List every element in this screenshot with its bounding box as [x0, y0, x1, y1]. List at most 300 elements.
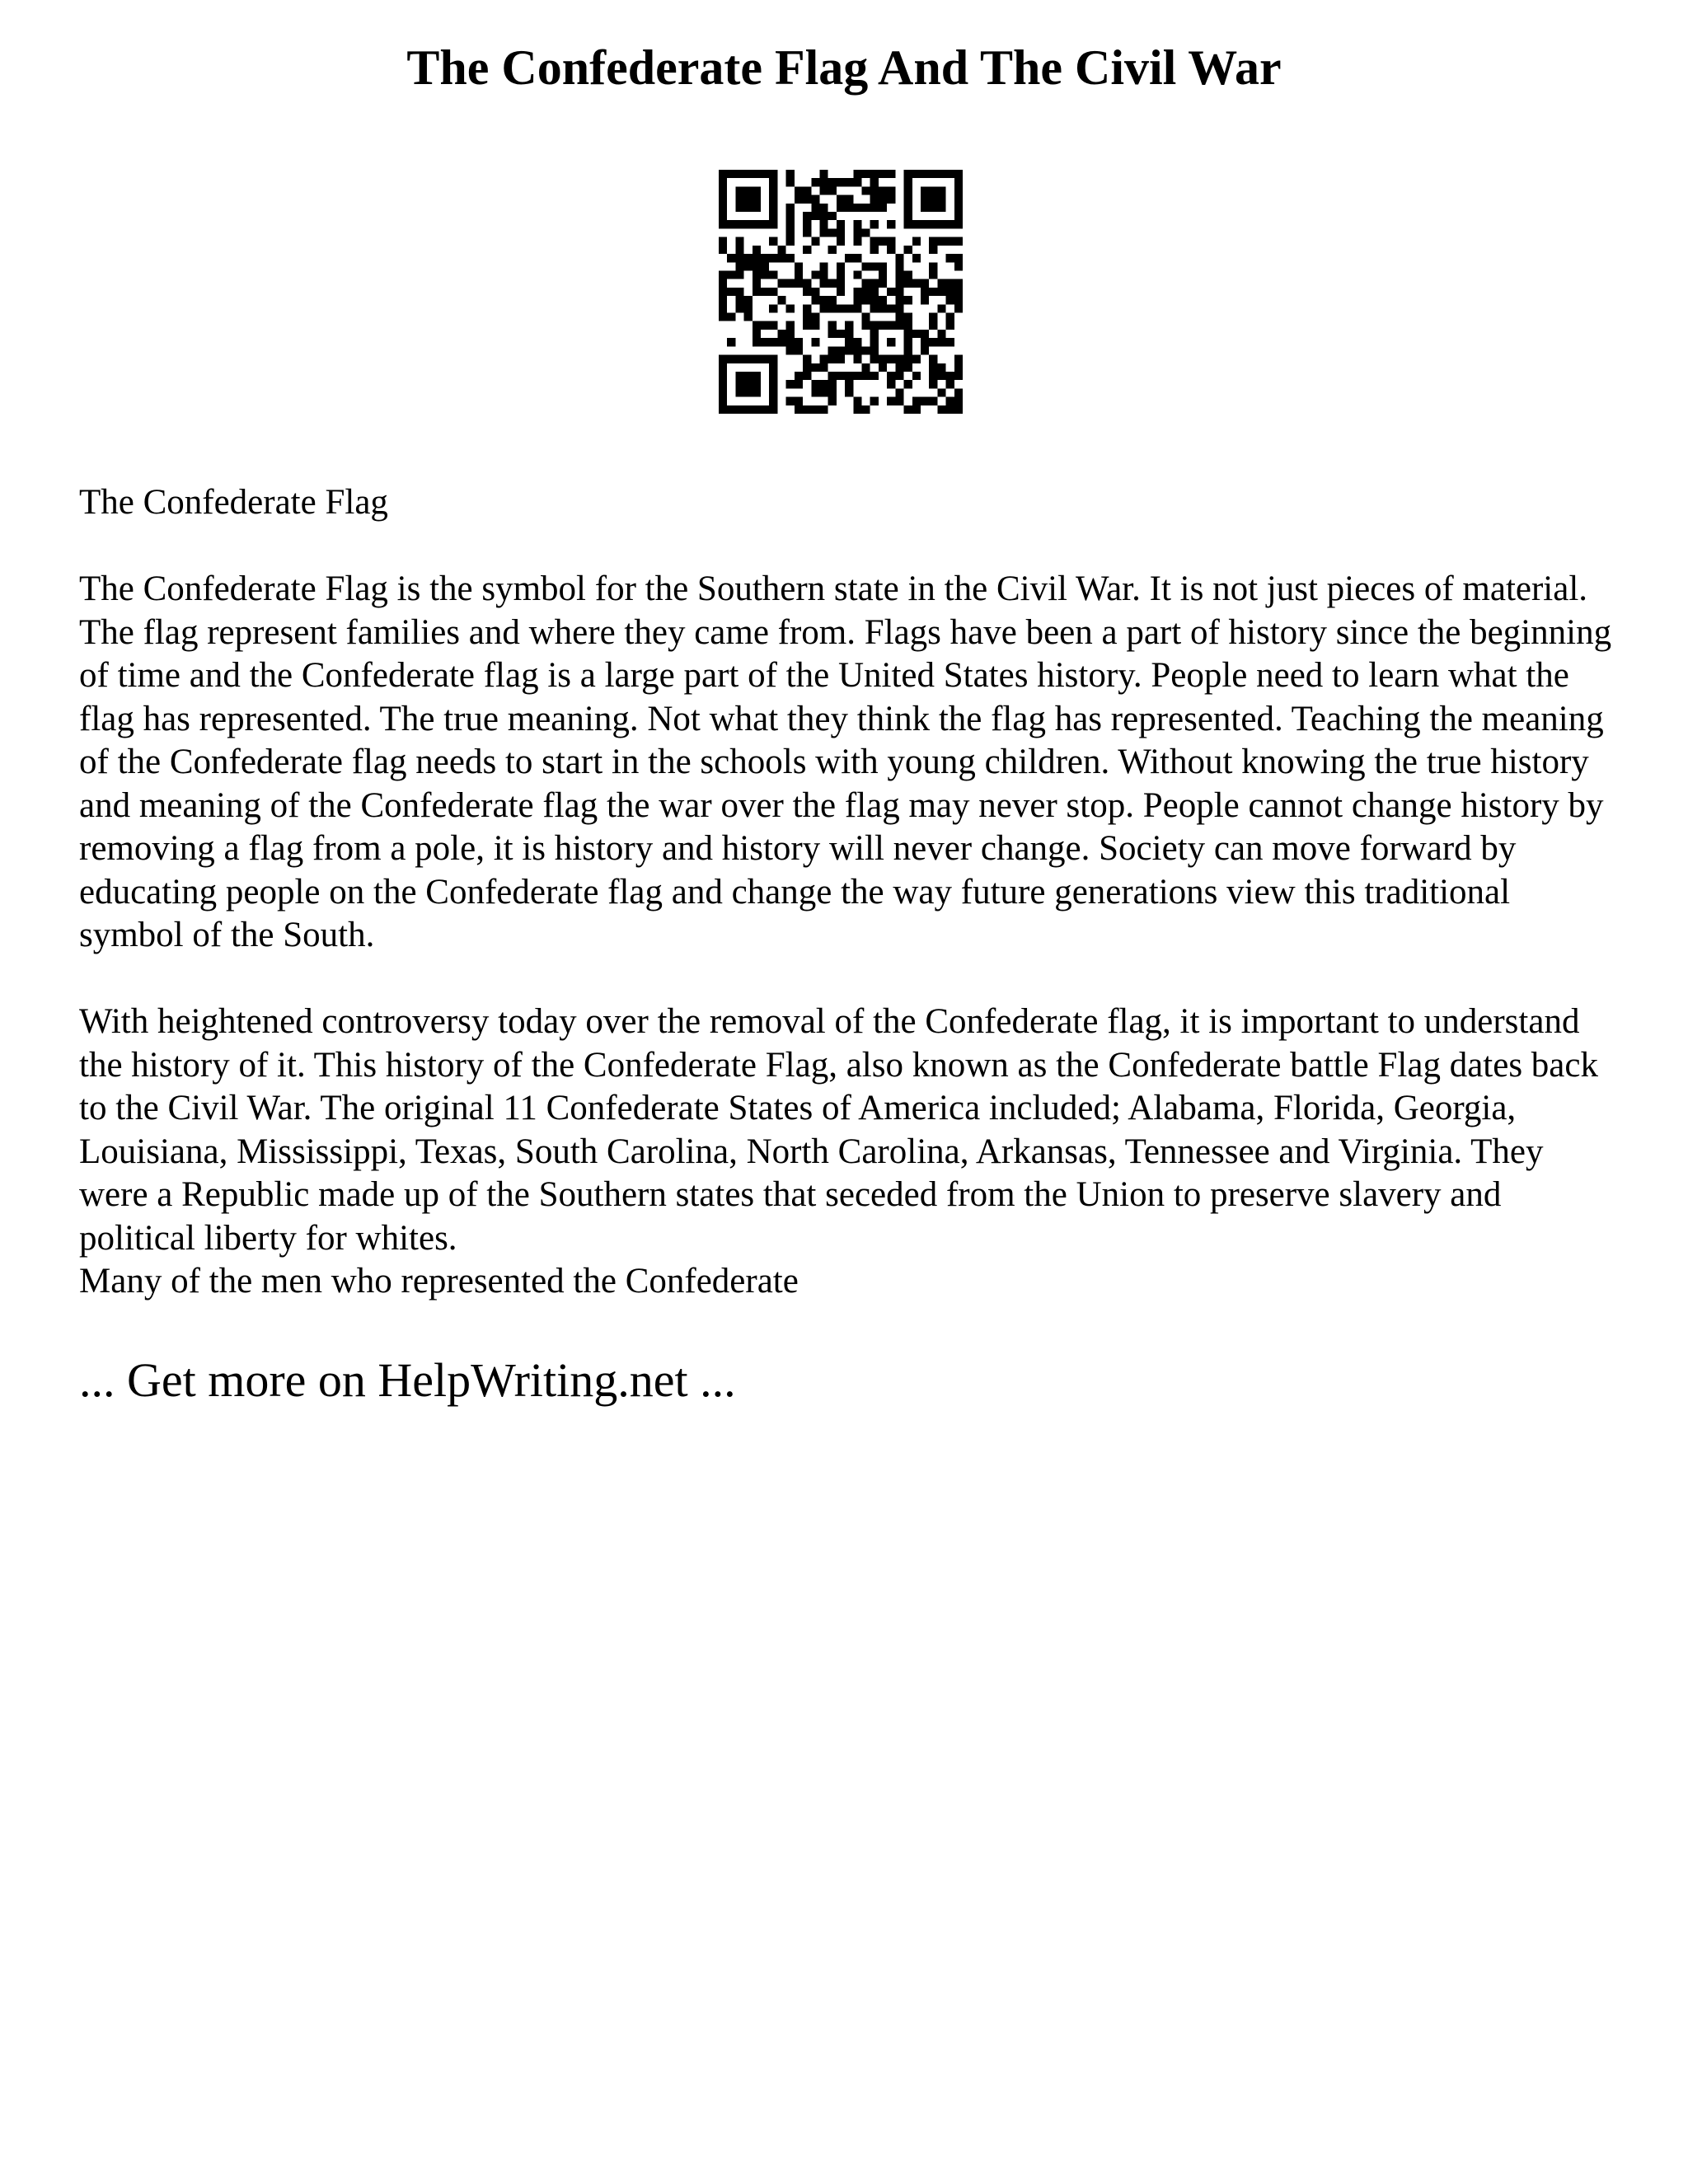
qr-module [828, 355, 837, 363]
qr-module [929, 195, 937, 204]
get-more-link[interactable]: ... Get more on HelpWriting.net ... [79, 1353, 736, 1407]
qr-module [929, 321, 937, 330]
qr-module [904, 346, 912, 354]
qr-module [853, 170, 861, 178]
qr-module [819, 228, 828, 237]
qr-module [811, 296, 819, 304]
qr-module [853, 228, 861, 237]
qr-module [895, 397, 903, 405]
qr-module [727, 220, 735, 228]
qr-module [803, 355, 811, 363]
qr-module [929, 270, 937, 279]
qr-module [853, 338, 861, 346]
qr-module [929, 363, 937, 372]
qr-module [904, 246, 912, 254]
qr-module [887, 288, 895, 296]
qr-module [887, 397, 895, 405]
qr-module [735, 388, 743, 396]
qr-module [845, 346, 853, 354]
qr-module [862, 170, 870, 178]
qr-module [895, 262, 903, 270]
qr-module [753, 388, 761, 396]
qr-module [845, 380, 853, 388]
qr-module [769, 204, 777, 212]
qr-module [954, 220, 963, 228]
qr-module [795, 270, 803, 279]
qr-module [879, 170, 887, 178]
qr-module [735, 304, 743, 312]
qr-module [786, 346, 795, 354]
qr-module [744, 304, 753, 312]
qr-module [921, 346, 929, 354]
qr-module [744, 262, 753, 270]
qr-module [887, 304, 895, 312]
qr-module [753, 279, 761, 288]
qr-module [870, 296, 879, 304]
qr-module [904, 355, 912, 363]
qr-module [912, 405, 921, 414]
qr-module [803, 288, 811, 296]
paragraph-3: Many of the men who represented the Confederate [79, 1262, 799, 1301]
qr-module [887, 338, 895, 346]
qr-module [761, 170, 769, 178]
qr-module [727, 313, 735, 321]
qr-module [828, 228, 837, 237]
qr-module [946, 321, 954, 330]
qr-module [761, 288, 769, 296]
document-body [79, 481, 1612, 1304]
qr-module [954, 388, 963, 396]
qr-module [769, 270, 777, 279]
qr-module [735, 405, 743, 414]
qr-module [895, 313, 903, 321]
qr-module [744, 195, 753, 204]
qr-module [719, 246, 727, 254]
qr-module [853, 355, 861, 363]
qr-module [904, 186, 912, 194]
qr-module [837, 237, 845, 246]
qr-module [929, 338, 937, 346]
qr-module [954, 212, 963, 220]
qr-module [786, 254, 795, 262]
qr-module [819, 405, 828, 414]
qr-module [769, 237, 777, 246]
qr-module [879, 279, 887, 288]
qr-module [895, 270, 903, 279]
qr-module [862, 279, 870, 288]
qr-module [929, 186, 937, 194]
qr-module [744, 355, 753, 363]
qr-module [753, 288, 761, 296]
qr-module [895, 321, 903, 330]
qr-module [929, 288, 937, 296]
qr-module [853, 372, 861, 380]
qr-module [954, 254, 963, 262]
qr-module [837, 279, 845, 288]
qr-module [811, 313, 819, 321]
qr-module [719, 355, 727, 363]
qr-module [904, 296, 912, 304]
paragraph-2: With heightened controversy today over the removal of the Confederate flag, it is important to understand the history of it. This history of the Confederate Flag, also known as the Confederate battle Flag dates back to the Civil War. The original 11 Confederate States of America included; Alabama, Florida, Georgia, Louisiana, Mississippi, Texas, South Carolina, North Carolina, Arkansas, Tennessee and Virginia. They were a Republic made up of the Southern states that seceded from the Union to preserve slavery and political liberty for whites. [79, 1002, 1598, 1258]
qr-module [811, 237, 819, 246]
qr-module [828, 279, 837, 288]
qr-module [853, 220, 861, 228]
qr-module [753, 380, 761, 388]
qr-module [753, 195, 761, 204]
qr-module [735, 270, 743, 279]
qr-module [769, 288, 777, 296]
qr-module [786, 212, 795, 220]
qr-module [811, 380, 819, 388]
qr-module [862, 204, 870, 212]
qr-module [769, 355, 777, 363]
qr-module [870, 321, 879, 330]
qr-module [795, 346, 803, 354]
qr-module [887, 321, 895, 330]
qr-module [727, 338, 735, 346]
qr-module [946, 296, 954, 304]
qr-code-icon[interactable] [719, 170, 963, 414]
qr-module [870, 186, 879, 194]
qr-module [837, 372, 845, 380]
qr-module [719, 296, 727, 304]
paragraph-1: The Confederate Flag is the symbol for the Southern state in the Civil War. It is not just pieces of material. The flag represent families and where they came from. Flags have been a part of history since the beginning of time and the Confederate flag is a large part of the United States history. People need to learn what the flag has represented. The true meaning. Not what they think the flag has represented. Teaching the meaning of the Confederate flag needs to start in the schools with young children. Without knowing the true history and meaning of the Confederate flag the war over the flag may never stop. People cannot change history by removing a flag from a pole, it is history and history will never change. Society can move forward by educating people on the Confederate flag and change the way future generations view this traditional symbol of the South. [79, 569, 1612, 954]
qr-module [811, 212, 819, 220]
qr-module [753, 355, 761, 363]
qr-module [719, 170, 727, 178]
qr-module [744, 220, 753, 228]
qr-module [828, 321, 837, 330]
qr-module [786, 228, 795, 237]
qr-module [828, 186, 837, 194]
qr-module [937, 330, 945, 338]
qr-module [853, 254, 861, 262]
qr-module [744, 380, 753, 388]
qr-module [735, 220, 743, 228]
qr-module [828, 246, 837, 254]
qr-module [769, 220, 777, 228]
qr-module [921, 279, 929, 288]
qr-module [887, 355, 895, 363]
qr-module [862, 288, 870, 296]
qr-module [895, 288, 903, 296]
qr-module [954, 279, 963, 288]
qr-module [837, 288, 845, 296]
qr-module [887, 186, 895, 194]
qr-module [853, 304, 861, 312]
qr-module [819, 220, 828, 228]
qr-module [912, 355, 921, 363]
qr-module [786, 338, 795, 346]
qr-module [795, 279, 803, 288]
qr-module [879, 204, 887, 212]
qr-module [795, 186, 803, 194]
qr-module [761, 321, 769, 330]
qr-module [870, 204, 879, 212]
qr-module [904, 212, 912, 220]
qr-module [895, 304, 903, 312]
qr-module [744, 388, 753, 396]
qr-module [862, 228, 870, 237]
qr-module [753, 220, 761, 228]
qr-module [870, 338, 879, 346]
qr-module [946, 313, 954, 321]
qr-module [929, 204, 937, 212]
qr-module [937, 405, 945, 414]
qr-module [954, 405, 963, 414]
qr-module [845, 204, 853, 212]
qr-module [870, 372, 879, 380]
qr-module [811, 363, 819, 372]
qr-module [887, 195, 895, 204]
qr-module [819, 355, 828, 363]
qr-module [795, 397, 803, 405]
qr-module [769, 397, 777, 405]
qr-module [845, 304, 853, 312]
qr-module [912, 237, 921, 246]
qr-module [753, 204, 761, 212]
qr-module [912, 220, 921, 228]
qr-module [761, 220, 769, 228]
qr-module [727, 288, 735, 296]
qr-module [845, 330, 853, 338]
qr-module [769, 254, 777, 262]
qr-module [769, 380, 777, 388]
qr-module [795, 262, 803, 270]
qr-module [719, 204, 727, 212]
qr-module [719, 304, 727, 312]
qr-module [946, 279, 954, 288]
qr-module [912, 330, 921, 338]
qr-module [803, 304, 811, 312]
qr-module [887, 220, 895, 228]
qr-module [735, 355, 743, 363]
qr-module [853, 204, 861, 212]
qr-module [753, 270, 761, 279]
paragraph-spacer [79, 525, 1612, 569]
qr-module [921, 338, 929, 346]
qr-module [803, 195, 811, 204]
qr-module [761, 270, 769, 279]
qr-module [946, 170, 954, 178]
qr-module [862, 372, 870, 380]
qr-module [895, 372, 903, 380]
qr-module [828, 296, 837, 304]
qr-module [769, 178, 777, 186]
qr-module [735, 195, 743, 204]
qr-module [921, 204, 929, 212]
qr-module [887, 380, 895, 388]
qr-module [887, 372, 895, 380]
qr-module [828, 397, 837, 405]
qr-module [870, 195, 879, 204]
qr-module [828, 304, 837, 312]
qr-module [887, 237, 895, 246]
qr-module [879, 321, 887, 330]
qr-module [786, 321, 795, 330]
qr-module [937, 220, 945, 228]
qr-module [904, 338, 912, 346]
qr-module [819, 363, 828, 372]
qr-module [929, 262, 937, 270]
qr-module [719, 372, 727, 380]
qr-module [769, 405, 777, 414]
qr-module [828, 372, 837, 380]
qr-module [761, 355, 769, 363]
qr-module [753, 170, 761, 178]
qr-module [946, 288, 954, 296]
qr-module [853, 405, 861, 414]
qr-module [727, 405, 735, 414]
qr-module [862, 363, 870, 372]
qr-module [811, 270, 819, 279]
qr-module [879, 270, 887, 279]
qr-module [853, 296, 861, 304]
qr-module [954, 186, 963, 194]
qr-module [837, 304, 845, 312]
qr-module [870, 279, 879, 288]
qr-module [837, 204, 845, 212]
qr-module [769, 372, 777, 380]
qr-module [837, 178, 845, 186]
qr-module [769, 186, 777, 194]
qr-module [904, 279, 912, 288]
qr-module [761, 338, 769, 346]
qr-module [719, 288, 727, 296]
qr-module [819, 186, 828, 194]
qr-module [837, 346, 845, 354]
qr-module [879, 195, 887, 204]
qr-module [954, 195, 963, 204]
qr-module [744, 405, 753, 414]
qr-module [954, 397, 963, 405]
qr-module [786, 330, 795, 338]
qr-module [837, 262, 845, 270]
qr-module [769, 170, 777, 178]
qr-module [744, 170, 753, 178]
qr-module [753, 246, 761, 254]
qr-module [921, 170, 929, 178]
qr-module [954, 296, 963, 304]
qr-module [753, 372, 761, 380]
qr-module [954, 304, 963, 312]
qr-module [727, 170, 735, 178]
qr-module [828, 178, 837, 186]
qr-module [719, 178, 727, 186]
qr-module [786, 237, 795, 246]
qr-module [904, 405, 912, 414]
qr-module [954, 262, 963, 270]
qr-module [921, 296, 929, 304]
section-heading: The Confederate Flag [79, 483, 388, 522]
qr-module [895, 363, 903, 372]
qr-module [954, 363, 963, 372]
qr-module [769, 304, 777, 312]
qr-module [744, 186, 753, 194]
qr-module [769, 363, 777, 372]
qr-module [769, 388, 777, 396]
qr-module [845, 372, 853, 380]
qr-module [904, 170, 912, 178]
qr-module [719, 279, 727, 288]
qr-module [837, 270, 845, 279]
qr-module [777, 338, 785, 346]
qr-module [786, 220, 795, 228]
qr-module [719, 313, 727, 321]
qr-module [862, 346, 870, 354]
qr-module [735, 170, 743, 178]
qr-module [786, 204, 795, 212]
qr-module [853, 178, 861, 186]
qr-module [870, 330, 879, 338]
qr-module [719, 195, 727, 204]
qr-module [921, 220, 929, 228]
qr-module [803, 372, 811, 380]
qr-module [828, 346, 837, 354]
qr-module [811, 178, 819, 186]
qr-module [937, 186, 945, 194]
qr-module [744, 372, 753, 380]
qr-module [845, 195, 853, 204]
qr-module [795, 405, 803, 414]
qr-module [811, 195, 819, 204]
qr-module [895, 254, 903, 262]
qr-module [837, 228, 845, 237]
qr-module [719, 220, 727, 228]
qr-module [769, 212, 777, 220]
qr-module [870, 170, 879, 178]
qr-module [811, 321, 819, 330]
qr-module [954, 355, 963, 363]
qr-module [937, 288, 945, 296]
qr-module [904, 321, 912, 330]
qr-module [853, 270, 861, 279]
qr-module [819, 170, 828, 178]
qr-module [777, 279, 785, 288]
qr-module [946, 380, 954, 388]
qr-module [937, 304, 945, 312]
qr-module [735, 254, 743, 262]
qr-module [870, 355, 879, 363]
qr-module [819, 270, 828, 279]
qr-module [753, 338, 761, 346]
qr-module [819, 178, 828, 186]
qr-module [777, 246, 785, 254]
qr-module [819, 296, 828, 304]
document-title: The Confederate Flag And The Civil War [406, 40, 1282, 95]
qr-module [929, 246, 937, 254]
qr-module [937, 204, 945, 212]
qr-module [719, 380, 727, 388]
qr-module [744, 313, 753, 321]
qr-module [870, 346, 879, 354]
qr-module [954, 372, 963, 380]
qr-module [761, 262, 769, 270]
qr-module [719, 237, 727, 246]
qr-module [937, 388, 945, 396]
qr-module [803, 212, 811, 220]
qr-module [895, 355, 903, 363]
qr-module [904, 204, 912, 212]
qr-module [912, 254, 921, 262]
qr-module [870, 397, 879, 405]
qr-module [937, 170, 945, 178]
qr-module [895, 279, 903, 288]
qr-module [735, 296, 743, 304]
qr-module [921, 330, 929, 338]
qr-module [904, 178, 912, 186]
qr-module [853, 288, 861, 296]
